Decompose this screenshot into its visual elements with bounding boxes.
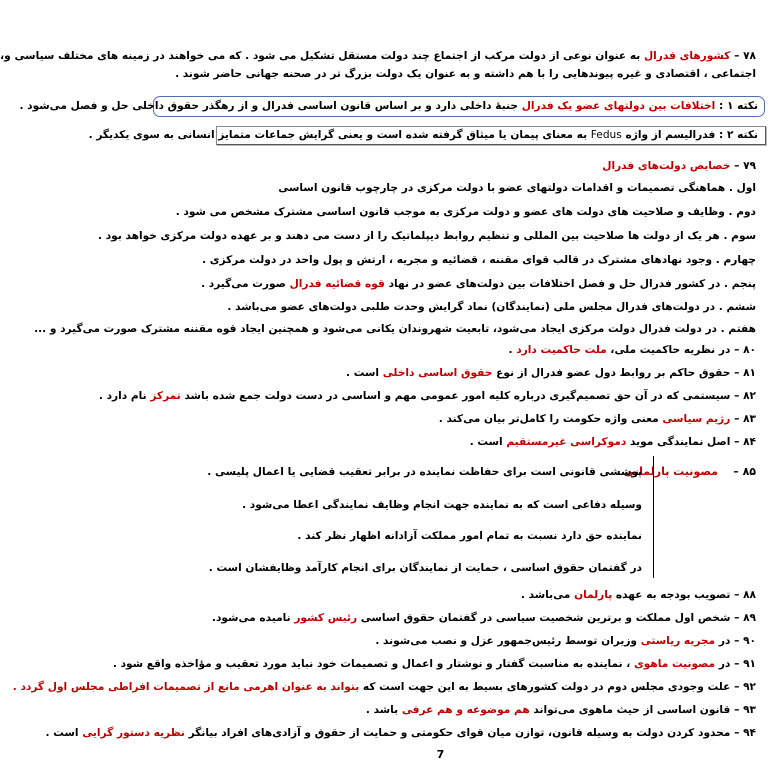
immunity-item-2: وسیله دفاعی است که به نماینده جهت انجام وظایف نمایندگی اعطا می‌شود . bbox=[242, 499, 642, 511]
paragraph-81: ۸۱ – حقوق حاکم بر روابط دول عضو فدرال از نوع حقوق اساسی داخلی است . bbox=[346, 367, 756, 379]
paragraph-89: ۸۹ – شخص اول مملکت و برترین شخصیت سیاسی در گفتمان حقوق اساسی رئیس کشور نامیده می‌شود. bbox=[211, 612, 756, 624]
paragraph-78-line-1: ۷۸ – کشورهای فدرال به عنوان نوعی از دولت مرکب از اجتماع چند دولت مستقل تشکیل می شود . که می خواهند در زمینه های مختلف سیاسی و، bbox=[0, 50, 756, 62]
paragraph-82: ۸۲ – سیستمی که در آن حق تصمیم‌گیری درباره کلیه امور عمومی مهم و اساسی در دست دولت جمع شده باشد تمرکز نام دارد . bbox=[98, 390, 756, 402]
list-79-item-1: اول . هماهنگی تصمیمات و اقدامات دولتهای عضو با دولت مرکزی در چارچوب قانون اساسی bbox=[278, 182, 756, 194]
note-2-text: نکته ۲ : فدرالیسم از واژه Fedus به معنای پیمان یا میثاق گرفته شده است و یعنی گرایش جماعات متمایز انسانی به سوی یکدیگر . bbox=[88, 129, 758, 141]
paragraph-80: ۸۰ – در نظریه حاکمیت ملی، ملت حاکمیت دارد . bbox=[508, 344, 756, 356]
paragraph-84: ۸۴ – اصل نمایندگی موید دموکراسی غیرمستقیم است . bbox=[469, 436, 756, 448]
immunity-item-4: در گفتمان حقوق اساسی ، حمایت از نمایندگان برای انجام کارآمد وظایفشان است . bbox=[208, 562, 642, 574]
paragraph-78-line-2: اجتماعی ، اقتصادی و غیره پیوندهایی را با هم داشته و به عنوان یک دولت بزرگ تر در صحنه جهانی حاضر شوند . bbox=[175, 68, 756, 80]
heading-79: ۷۹ – خصایص دولت‌های فدرال bbox=[602, 160, 756, 172]
immunity-item-1: پوششی قانونی است برای حفاظت نماینده در برابر تعقیب قضایی یا اعمال پلیسی . bbox=[207, 466, 642, 478]
list-79-item-6: ششم . در دولت‌های فدرال مجلس ملی (نمایندگان) نماد گرایش وحدت طلبی دولت‌های عضو می‌باشد . bbox=[227, 301, 756, 313]
list-79-item-2: دوم . وظایف و صلاحیت های دولت های عضو و دولت مرکزی به موجب قانون اساسی مشترک مشخص می شود . bbox=[175, 206, 756, 218]
note-1-text: نکته ۱ : اختلافات بین دولتهای عضو یک فدرال جنبهٔ داخلی دارد و بر اساس قانون اساسی فدرال و از رهگذر حقوق داخلی حل و فصل می‌شود . bbox=[19, 100, 758, 112]
paragraph-85-label: مصونیت پارلمانی bbox=[623, 465, 718, 478]
paragraph-93: ۹۳ – قانون اساسی از حیث ماهوی می‌تواند هم موضوعه و هم عرفی باشد . bbox=[365, 704, 756, 716]
term-federal-countries: کشورهای فدرال bbox=[643, 50, 731, 62]
immunity-item-3: نماینده حق دارد نسبت به تمام امور مملکت آزادانه اظهار نظر کند . bbox=[297, 530, 642, 542]
paragraph-83: ۸۳ – رژیم سیاسی معنی واژه حکومت را کامل‌تر بیان می‌کند . bbox=[438, 413, 756, 425]
list-79-item-7: هفتم . در دولت فدرال دولت مرکزی ایجاد می‌شود، تابعیت شهروندان یکانی می‌شود و همچنین ایجاد قوه مقننه مشترک صورت می‌گیرد و ... bbox=[34, 323, 756, 335]
paragraph-91: ۹۱ – در مصونیت ماهوی ، نماینده به مناسبت گفتار و نوشتار و اعمال و تصمیمات خود نباید مورد تعقیب و مؤاخذه واقع شود . bbox=[112, 658, 756, 670]
page-number: 7 bbox=[436, 748, 445, 761]
paragraph-90: ۹۰ – در مجریه ریاستی وزیران توسط رئیس‌جمهور عزل و نصب می‌شوند . bbox=[375, 635, 756, 647]
paragraph-92: ۹۲ – علت وجودی مجلس دوم در دولت کشورهای بسیط به این جهت است که بتواند به عنوان اهرمی مانع از تصمیمات افراطی مجلس اول گردد . bbox=[12, 681, 756, 693]
list-79-item-5: پنجم . در کشور فدرال حل و فصل اختلافات بین دولت‌های عضو در نهاد قوه قضائیه فدرال صورت می‌گیرد . bbox=[201, 278, 756, 290]
paragraph-88: ۸۸ – تصویب بودجه به عهده پارلمان می‌باشد . bbox=[520, 589, 756, 601]
paragraph-85-number: ۸۵ – bbox=[733, 465, 756, 478]
paragraph-94: ۹۴ – محدود کردن دولت به وسیله قانون، توازن میان قوای حکومتی و حمایت از حقوق و آزادی‌های افراد بیانگر نظریه دستور گرایی است . bbox=[45, 727, 756, 739]
list-79-item-4: چهارم . وجود نهادهای مشترک در قالب قوای مقننه ، قضائیه و مجریه ، ارتش و پول واحد در دولت مرکزی . bbox=[202, 254, 756, 266]
list-79-item-3: سوم . هر یک از دولت ها صلاحیت بین المللی و تنظیم روابط دیپلماتیک را از دست می دهند و بر عهده دولت مرکزی خواهد بود . bbox=[98, 230, 756, 242]
